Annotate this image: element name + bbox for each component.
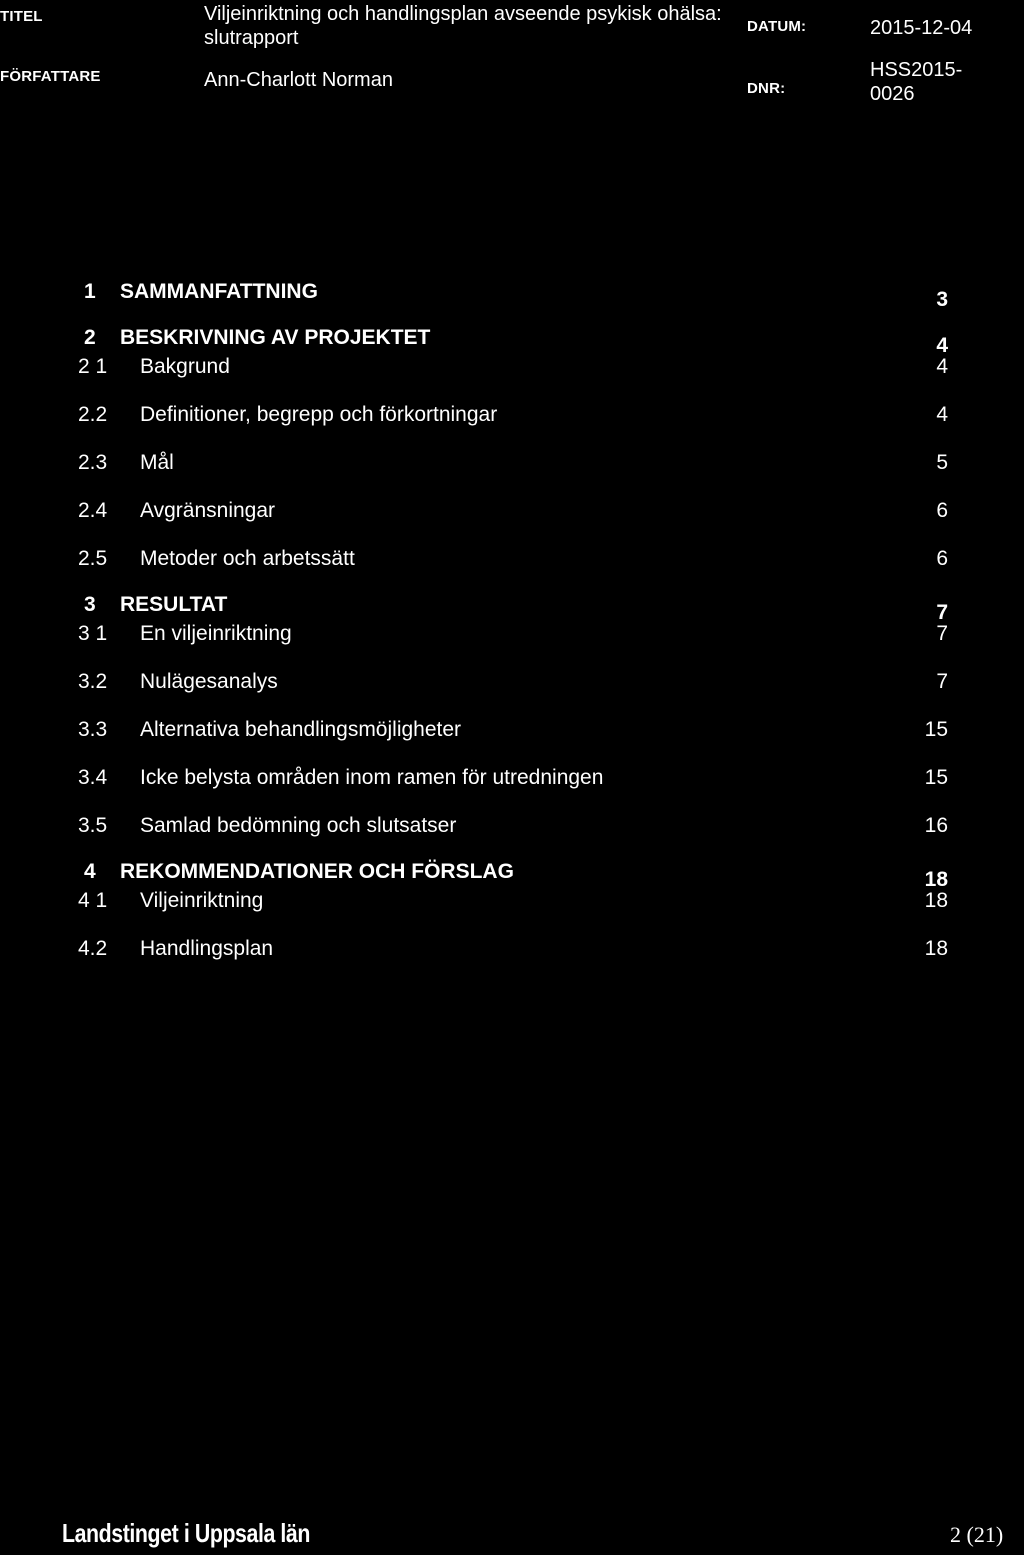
toc-number: 2.5 bbox=[78, 547, 108, 570]
toc-page: 15 bbox=[924, 718, 948, 741]
toc-page: 16 bbox=[924, 814, 948, 837]
toc-title: Bakgrund bbox=[140, 355, 230, 378]
toc-entry-2-5[interactable] bbox=[78, 547, 948, 571]
toc-number: 3.3 bbox=[78, 718, 108, 741]
toc-number: 3.5 bbox=[78, 814, 108, 837]
toc-entry-3-1[interactable] bbox=[78, 622, 948, 646]
document-dnr: HSS2015-0026 bbox=[870, 59, 963, 105]
toc-entry-2[interactable] bbox=[78, 326, 948, 357]
title-label: TITEL bbox=[0, 8, 43, 25]
toc-entry-2-3[interactable] bbox=[78, 451, 948, 475]
toc-number: 2.2 bbox=[78, 403, 108, 426]
toc-entry-2-1[interactable] bbox=[78, 355, 948, 379]
table-of-contents bbox=[78, 280, 948, 961]
toc-page: 4 bbox=[936, 334, 948, 357]
document-author: Ann-Charlott Norman bbox=[204, 69, 393, 91]
toc-page: 18 bbox=[924, 868, 948, 891]
toc-entry-4-2[interactable] bbox=[78, 937, 948, 961]
toc-number: 4 1 bbox=[78, 889, 108, 912]
toc-entry-3[interactable] bbox=[78, 593, 948, 624]
toc-title: En viljeinriktning bbox=[140, 622, 292, 645]
toc-number: 3 bbox=[84, 593, 96, 616]
toc-title: Nulägesanalys bbox=[140, 670, 278, 693]
toc-title: REKOMMENDATIONER OCH FÖRSLAG bbox=[120, 860, 514, 883]
toc-number: 2 bbox=[84, 326, 96, 349]
document-title: Viljeinriktning och handlingsplan avseende psykisk ohälsa: slutrapport bbox=[204, 3, 722, 49]
toc-title: Samlad bedömning och slutsatser bbox=[140, 814, 457, 837]
toc-title: Viljeinriktning bbox=[140, 889, 264, 912]
toc-page: 6 bbox=[936, 547, 948, 570]
author-label: FÖRFATTARE bbox=[0, 68, 101, 85]
toc-page: 4 bbox=[936, 355, 948, 378]
toc-number: 4.2 bbox=[78, 937, 108, 960]
toc-number: 3.2 bbox=[78, 670, 108, 693]
toc-number: 4 bbox=[84, 860, 96, 883]
toc-page: 4 bbox=[936, 403, 948, 426]
toc-entry-2-4[interactable] bbox=[78, 499, 948, 523]
toc-title: Metoder och arbetssätt bbox=[140, 547, 355, 570]
toc-entry-4[interactable] bbox=[78, 860, 948, 891]
toc-page: 7 bbox=[936, 601, 948, 624]
toc-page: 7 bbox=[936, 670, 948, 693]
toc-number: 2.4 bbox=[78, 499, 108, 522]
toc-page: 3 bbox=[936, 288, 948, 311]
toc-title: Mål bbox=[140, 451, 174, 474]
toc-number: 1 bbox=[84, 280, 96, 303]
toc-title: RESULTAT bbox=[120, 593, 228, 616]
toc-entry-3-3[interactable] bbox=[78, 718, 948, 742]
toc-entry-3-5[interactable] bbox=[78, 814, 948, 838]
toc-entry-3-4[interactable] bbox=[78, 766, 948, 790]
toc-page: 15 bbox=[924, 766, 948, 789]
date-label: DATUM: bbox=[747, 18, 807, 35]
toc-entry-2-2[interactable] bbox=[78, 403, 948, 427]
toc-number: 2.3 bbox=[78, 451, 108, 474]
page-indicator: 2 (21) bbox=[950, 1522, 1004, 1547]
toc-number: 3.4 bbox=[78, 766, 108, 789]
document-date: 2015-12-04 bbox=[870, 17, 973, 39]
toc-page: 6 bbox=[936, 499, 948, 522]
organization-name: Landstinget i Uppsala län bbox=[62, 1518, 310, 1548]
toc-page: 7 bbox=[936, 622, 948, 645]
toc-title: Avgränsningar bbox=[140, 499, 276, 522]
toc-entry-4-1[interactable] bbox=[78, 889, 948, 913]
toc-title: Handlingsplan bbox=[140, 937, 274, 960]
toc-page: 18 bbox=[924, 889, 948, 912]
toc-page: 5 bbox=[936, 451, 948, 474]
toc-page: 18 bbox=[924, 937, 948, 960]
toc-title: Definitioner, begrepp och förkortningar bbox=[140, 403, 498, 426]
toc-title: Alternativa behandlingsmöjligheter bbox=[140, 718, 462, 741]
toc-title: SAMMANFATTNING bbox=[120, 280, 318, 303]
toc-entry-3-2[interactable] bbox=[78, 670, 948, 694]
toc-title: Icke belysta områden inom ramen för utredningen bbox=[140, 766, 604, 789]
toc-number: 3 1 bbox=[78, 622, 108, 645]
toc-title: BESKRIVNING AV PROJEKTET bbox=[120, 326, 431, 349]
dnr-label: DNR: bbox=[747, 80, 786, 97]
toc-entry-1[interactable] bbox=[78, 280, 948, 311]
toc-number: 2 1 bbox=[78, 355, 108, 378]
